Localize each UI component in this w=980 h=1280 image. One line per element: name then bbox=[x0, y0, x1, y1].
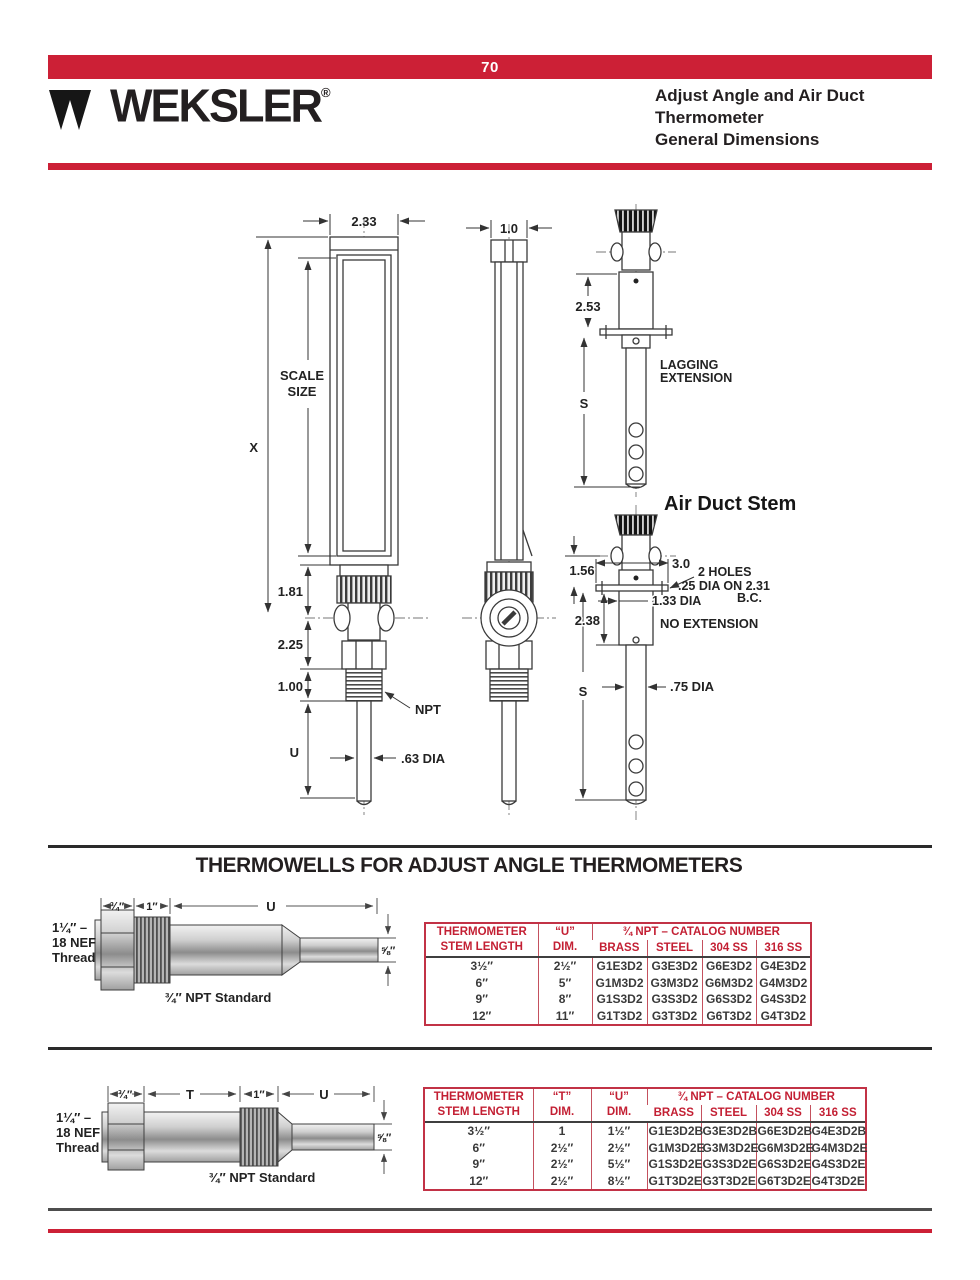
footer-rule-dark bbox=[48, 1208, 932, 1211]
col-header-line: DIM. bbox=[606, 1106, 632, 1118]
title-line-3: General Dimensions bbox=[655, 130, 820, 150]
catalog-table-1-body bbox=[426, 957, 810, 1024]
catalog-cell: G4S3D2 bbox=[756, 991, 810, 1008]
col-header-line: DIM. bbox=[552, 941, 578, 953]
catalog-cell: 2½″ bbox=[533, 1173, 591, 1190]
table-row bbox=[426, 957, 810, 975]
catalog-table-1-table bbox=[426, 924, 810, 1024]
col-header-line: “T” bbox=[552, 1091, 572, 1104]
brand-word: WEKSLER bbox=[110, 79, 321, 132]
registered-mark: ® bbox=[321, 84, 331, 100]
catalog-table-2-table bbox=[425, 1089, 868, 1189]
catalog-cell: G3M3D2 bbox=[647, 975, 702, 992]
table-row bbox=[426, 991, 810, 1008]
col-header-line: “U” bbox=[555, 926, 575, 939]
col-header-304ss: 304 SS bbox=[756, 1105, 810, 1122]
page-number: 70 bbox=[481, 58, 499, 76]
well1-dim-u: U bbox=[266, 899, 276, 914]
well2-dim-u: U bbox=[319, 1087, 329, 1102]
catalog-cell: G4T3D2E bbox=[811, 1173, 865, 1188]
brand-name bbox=[110, 79, 331, 132]
catalog-cell: 11″ bbox=[538, 1008, 592, 1025]
catalog-cell: 8½″ bbox=[591, 1173, 647, 1190]
catalog-cell: G6E3D2B bbox=[756, 1122, 810, 1140]
catalog-cell: 5″ bbox=[538, 975, 592, 992]
col-header-t-dim bbox=[533, 1089, 591, 1122]
catalog-cell: G3S3D2 bbox=[647, 991, 702, 1008]
table-row bbox=[425, 1140, 865, 1157]
well1-dim-1: 1″ bbox=[146, 901, 158, 913]
well1-body bbox=[95, 910, 378, 990]
well2-dim-1: 1″ bbox=[253, 1089, 265, 1101]
section-divider-2 bbox=[48, 1047, 932, 1050]
col-header-brass: BRASS bbox=[647, 1105, 701, 1122]
thermowell-drawing-1 bbox=[48, 885, 448, 1020]
dim-1-00: 1.00 bbox=[277, 679, 303, 694]
catalog-cell: 9″ bbox=[475, 992, 488, 1007]
thermometer-dimension-drawing bbox=[48, 180, 932, 845]
footer-rule-red bbox=[48, 1229, 932, 1233]
catalog-cell: G4T3D2 bbox=[756, 1008, 810, 1025]
flange-dia-label: 1.33 DIA bbox=[652, 594, 702, 608]
no-extension-view bbox=[596, 515, 668, 804]
table-row bbox=[425, 1122, 865, 1140]
col-header-stem-length bbox=[426, 924, 538, 957]
catalog-cell: G6M3D2 bbox=[702, 975, 756, 992]
catalog-cell: G4M3D2E bbox=[811, 1140, 868, 1155]
col-header-line: THERMOMETER bbox=[436, 926, 527, 939]
catalog-cell: G3S3D2E bbox=[702, 1157, 757, 1172]
catalog-cell: G1E3D2B bbox=[647, 1122, 701, 1140]
brand-logo bbox=[48, 79, 331, 132]
catalog-cell: 12″ bbox=[472, 1008, 492, 1023]
catalog-cell: G4S3D2E bbox=[811, 1157, 866, 1172]
header-rule bbox=[48, 163, 932, 170]
well2-dim-58: ⅝″ bbox=[376, 1132, 392, 1144]
well2-npt-standard: ¾″ NPT Standard bbox=[208, 1170, 316, 1185]
table-row bbox=[425, 1173, 865, 1190]
catalog-cell: G4E3D2 bbox=[756, 957, 810, 975]
lagging-extension-view bbox=[600, 210, 672, 488]
catalog-cell: G4E3D2B bbox=[810, 1122, 865, 1140]
page-number-bar bbox=[48, 55, 932, 79]
col-header-u-dim bbox=[538, 924, 592, 957]
catalog-cell: 3½″ bbox=[470, 959, 493, 974]
catalog-cell: G1M3D2 bbox=[592, 975, 647, 992]
dim-2-25: 2.25 bbox=[277, 637, 303, 652]
dim-s-lagging: S bbox=[579, 396, 589, 411]
catalog-cell: G3M3D2E bbox=[702, 1140, 759, 1155]
col-header-brass: BRASS bbox=[592, 940, 647, 957]
catalog-cell: G3T3D2E bbox=[702, 1173, 756, 1188]
catalog-cell: G3E3D2B bbox=[701, 1122, 756, 1140]
catalog-cell: G1S3D2 bbox=[592, 991, 647, 1008]
well2-thread-line2: 18 NEF bbox=[56, 1125, 101, 1140]
weksler-w-icon bbox=[48, 89, 104, 131]
well1-npt-standard: ¾″ NPT Standard bbox=[164, 990, 272, 1005]
col-header-304ss: 304 SS bbox=[702, 940, 756, 957]
col-header-u-dim bbox=[591, 1089, 647, 1122]
air-duct-stem-heading: Air Duct Stem bbox=[664, 493, 797, 515]
catalog-cell: G6M3D2E bbox=[757, 1140, 814, 1155]
table-row bbox=[425, 1156, 865, 1173]
catalog-cell: G6E3D2 bbox=[702, 957, 756, 975]
col-header-stem-length bbox=[425, 1089, 533, 1122]
col-header-316ss: 316 SS bbox=[810, 1105, 865, 1122]
dim-1-0: 1.0 bbox=[499, 221, 519, 236]
thermowell-drawing-2 bbox=[48, 1072, 448, 1197]
lagging-label-line2: EXTENSION bbox=[660, 371, 733, 385]
well2-body bbox=[102, 1103, 374, 1170]
well1-dim-58: ⅝″ bbox=[380, 945, 396, 957]
well2-thread-line3: Thread bbox=[56, 1140, 100, 1155]
catalog-table-2-body bbox=[425, 1122, 868, 1189]
col-header-line: DIM. bbox=[549, 1106, 575, 1118]
col-header-steel: STEEL bbox=[701, 1105, 756, 1122]
well1-thread-line2: 18 NEF bbox=[52, 935, 97, 950]
well1-dim-34: ¾″ bbox=[109, 901, 125, 913]
dim-x: X bbox=[249, 440, 258, 455]
no-extension-label: NO EXTENSION bbox=[660, 616, 759, 631]
catalog-cell: 2½″ bbox=[591, 1140, 647, 1157]
catalog-cell: 6″ bbox=[475, 975, 488, 990]
catalog-cell: 6″ bbox=[472, 1140, 485, 1155]
title-line-1: Adjust Angle and Air Duct bbox=[655, 86, 865, 105]
holes-note-line2: .25 DIA ON 2.31 bbox=[678, 579, 770, 593]
catalog-cell: G4M3D2 bbox=[756, 975, 810, 992]
dim-2-53: 2.53 bbox=[575, 299, 601, 314]
col-header-line: “U” bbox=[609, 1091, 629, 1104]
catalog-cell: G1S3D2E bbox=[648, 1157, 703, 1172]
scale-size-line1: SCALE bbox=[279, 368, 325, 383]
catalog-cell: G3E3D2 bbox=[647, 957, 702, 975]
well2-dim-34: ¾″ bbox=[117, 1089, 133, 1101]
dim-1-56: 1.56 bbox=[569, 563, 595, 578]
lagging-label-line1: LAGGING bbox=[660, 358, 719, 372]
npt-label: NPT bbox=[415, 702, 441, 717]
dim-1-81: 1.81 bbox=[277, 584, 303, 599]
front-view bbox=[330, 237, 398, 805]
col-header-line: THERMOMETER bbox=[433, 1091, 524, 1104]
catalog-cell: G1M3D2E bbox=[648, 1140, 705, 1155]
col-header-316ss: 316 SS bbox=[756, 940, 810, 957]
dim-2-38: 2.38 bbox=[574, 613, 600, 628]
thermowells-heading: THERMOWELLS FOR ADJUST ANGLE THERMOMETERS bbox=[195, 853, 743, 877]
col-header-catalog-number: ¾ NPT – CATALOG NUMBER bbox=[592, 924, 810, 940]
catalog-cell: 2½″ bbox=[533, 1156, 591, 1173]
well1-thread-line3: Thread bbox=[52, 950, 96, 965]
table-row bbox=[426, 975, 810, 992]
dim-2-33: 2.33 bbox=[351, 214, 377, 229]
section-divider-1 bbox=[48, 845, 932, 848]
holes-note-line3: B.C. bbox=[737, 591, 762, 605]
catalog-cell: 3½″ bbox=[467, 1124, 490, 1139]
catalog-cell: 9″ bbox=[472, 1157, 485, 1172]
catalog-cell: 2½″ bbox=[533, 1140, 591, 1157]
col-header-steel: STEEL bbox=[647, 940, 702, 957]
dim-3-0: 3.0 bbox=[672, 556, 691, 571]
col-header-catalog-number: ¾ NPT – CATALOG NUMBER bbox=[647, 1089, 865, 1105]
well1-thread-line1: 1¼″ – bbox=[52, 920, 88, 935]
stem-dia-label: .63 DIA bbox=[401, 751, 446, 766]
catalog-cell: G6T3D2E bbox=[757, 1173, 811, 1188]
catalog-cell: 8″ bbox=[538, 991, 592, 1008]
catalog-cell: 2½″ bbox=[538, 957, 592, 975]
catalog-cell: 5½″ bbox=[591, 1156, 647, 1173]
catalog-cell: G1T3D2 bbox=[592, 1008, 647, 1025]
stem-dia-075-label: .75 DIA bbox=[670, 679, 715, 694]
page-title bbox=[655, 85, 945, 151]
holes-note-line1: 2 HOLES bbox=[698, 565, 752, 579]
catalog-cell: 1½″ bbox=[591, 1122, 647, 1140]
dim-s-noext: S bbox=[578, 684, 588, 699]
catalog-cell: G6S3D2E bbox=[757, 1157, 812, 1172]
catalog-cell: 1 bbox=[533, 1122, 591, 1140]
well2-dim-t: T bbox=[186, 1087, 194, 1102]
side-view bbox=[481, 240, 537, 805]
col-header-line: STEM LENGTH bbox=[440, 941, 523, 953]
scale-size-line2: SIZE bbox=[287, 384, 317, 399]
catalog-cell: G1T3D2E bbox=[648, 1173, 702, 1188]
catalog-cell: G6T3D2 bbox=[702, 1008, 756, 1025]
catalog-table-2 bbox=[423, 1087, 867, 1191]
table-row bbox=[426, 1008, 810, 1025]
catalog-cell: G3T3D2 bbox=[647, 1008, 702, 1025]
catalog-cell: 12″ bbox=[469, 1173, 489, 1188]
catalog-cell: G1E3D2 bbox=[592, 957, 647, 975]
well2-thread-line1: 1¼″ – bbox=[56, 1110, 92, 1125]
catalog-cell: G6S3D2 bbox=[702, 991, 756, 1008]
title-line-2: Thermometer bbox=[655, 108, 764, 128]
dim-u: U bbox=[289, 745, 299, 760]
catalog-table-1 bbox=[424, 922, 812, 1026]
col-header-line: STEM LENGTH bbox=[437, 1106, 520, 1118]
